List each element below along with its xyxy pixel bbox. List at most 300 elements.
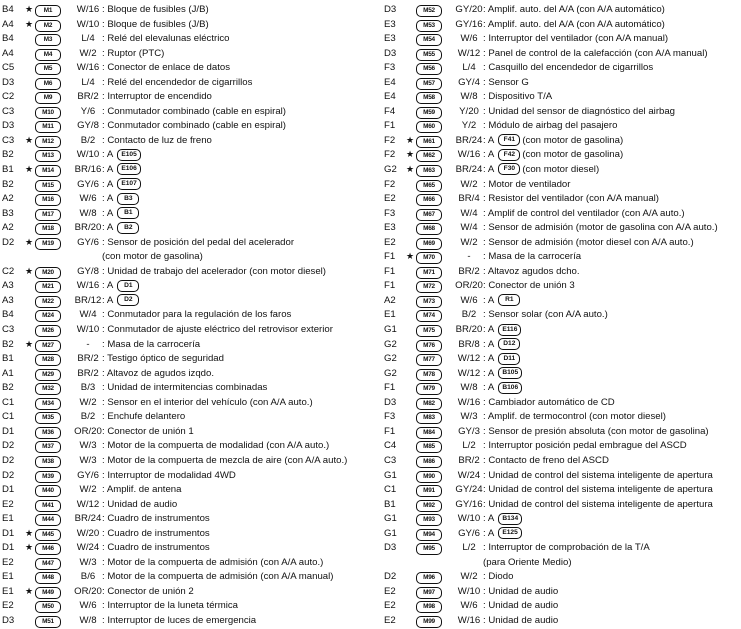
wire-spec: W/6 [460, 33, 478, 45]
wire-spec: W/12 [457, 353, 481, 365]
connector-badge: M5 [35, 63, 61, 75]
grid-reference: D2 [2, 236, 15, 248]
connector-badge: M40 [35, 485, 61, 497]
grid-reference: E1 [2, 513, 14, 525]
connector-row [2, 192, 372, 207]
grid-reference: E3 [384, 222, 396, 234]
description-text: Amplif. auto. del A/A (con A/A automático) [487, 18, 665, 30]
connector-badge: M84 [416, 427, 442, 439]
grid-reference: C2 [2, 265, 15, 277]
connector-row [384, 527, 740, 542]
connector-row [384, 367, 740, 382]
description: : A D1 [102, 279, 141, 294]
connector-badge: M48 [35, 572, 61, 584]
description: : A F30 (con motor diesel) [483, 164, 600, 176]
wire-spec: W/10 [457, 513, 481, 525]
connector-row [2, 178, 372, 193]
connector-row [2, 119, 372, 134]
grid-reference: F4 [384, 105, 396, 117]
description-text: Interruptor posición pedal embrague del ASCD [488, 440, 687, 452]
wire-spec: BR/2 [77, 367, 99, 379]
grid-reference: A2 [2, 193, 14, 205]
description-text: Dispositivo T/A [488, 91, 553, 103]
wire-spec: W/3 [79, 556, 97, 568]
connector-row [384, 265, 740, 280]
grid-reference: C5 [2, 62, 15, 74]
connector-row [2, 90, 372, 105]
description-text: Unidad de control del sistema inteligente de apertura [488, 498, 713, 510]
grid-reference: F2 [384, 134, 396, 146]
description-text: Sensor de admisión (motor diesel con A/A auto.) [488, 236, 694, 248]
description: : Conector de unión 2 [102, 585, 194, 597]
connector-badge: M98 [416, 601, 442, 613]
connector-row [384, 512, 740, 527]
grid-reference: C3 [2, 134, 15, 146]
description: : A B3 [102, 192, 141, 207]
wire-spec: BR/4 [458, 193, 480, 205]
connector-row [2, 250, 372, 265]
connector-badge: M79 [416, 383, 442, 395]
connector-badge: M9 [35, 92, 61, 104]
grid-reference: F3 [384, 411, 396, 423]
connector-row [2, 294, 372, 309]
grid-reference: F3 [384, 62, 396, 74]
connector-badge: M26 [35, 325, 61, 337]
connector-row [2, 163, 372, 178]
description: : Bloque de fusibles (J/B) [102, 4, 209, 15]
description: : A R1 [483, 294, 522, 309]
wire-spec: W/16 [76, 280, 100, 292]
description-text: Relé del encendedor de cigarrillos [107, 76, 253, 88]
description-text: Conector de unión 1 [107, 425, 194, 437]
wire-spec: W/2 [79, 47, 97, 59]
connector-row [384, 483, 740, 498]
connector-reference-badge: D2 [117, 294, 139, 306]
connector-row [384, 236, 740, 251]
description: : Amplif. auto. del A/A (con A/A automático) [483, 18, 665, 30]
connector-reference-badge: F41 [498, 134, 520, 146]
connector-row [384, 541, 740, 556]
wire-spec: W/8 [79, 614, 97, 626]
description: : Dispositivo T/A [483, 91, 553, 103]
connector-reference-badge: B2 [117, 222, 139, 234]
connector-reference-badge: B106 [498, 382, 522, 394]
wire-spec: BR/20 [455, 324, 483, 336]
wire-spec: W/10 [76, 149, 100, 161]
grid-reference: C1 [2, 396, 15, 408]
wire-spec: GY/6 [77, 236, 99, 248]
connector-badge: M91 [416, 485, 442, 497]
connector-row [2, 221, 372, 236]
grid-reference: B3 [2, 207, 14, 219]
description-text: Unidad de audio [488, 614, 559, 626]
wire-spec: W/2 [460, 236, 478, 248]
wire-spec: OR/20 [74, 425, 102, 437]
star-mark: ★ [25, 134, 34, 145]
description-text: Resistor del ventilador (con A/A manual) [488, 193, 659, 205]
description: : Sensor de presión absoluta (con motor de gasolina) [483, 425, 709, 437]
wire-spec: W/16 [76, 4, 100, 15]
grid-reference: D2 [2, 454, 15, 466]
connector-row [384, 454, 740, 469]
description-text: A [487, 367, 494, 379]
description-text: Cambiador automático de CD [488, 396, 615, 408]
wire-spec: L/4 [462, 62, 476, 74]
wire-spec: L/4 [81, 33, 95, 45]
connector-row [384, 381, 740, 396]
connector-badge: M99 [416, 616, 442, 628]
description-text: Interruptor del ventilador (con A/A manual) [488, 33, 669, 45]
star-mark: ★ [406, 251, 415, 262]
connector-row [2, 265, 372, 280]
connector-badge: M18 [35, 223, 61, 235]
description-text: A [106, 207, 113, 219]
description-text: Contacto de luz de freno [107, 134, 212, 146]
description: : Unidad del sensor de diagnóstico del airbag [483, 105, 676, 117]
description-text: Altavoz de agudos izqdo. [106, 367, 215, 379]
connector-badge: M47 [35, 558, 61, 570]
description-text: Masa de la carrocería [488, 251, 582, 263]
connector-row [384, 425, 740, 440]
connector-badge: M12 [35, 136, 61, 148]
description-text: Conector de unión 2 [107, 585, 194, 597]
connector-reference-badge: B134 [498, 513, 522, 525]
connector-badge: M75 [416, 325, 442, 337]
description-text: A [106, 193, 113, 205]
description: : Sensor de admisión (motor diesel con A/A auto.) [483, 236, 694, 248]
grid-reference: A4 [2, 47, 14, 59]
connector-badge: M62 [416, 150, 442, 162]
grid-reference: D3 [384, 47, 397, 59]
description: : Interruptor de encendido [102, 91, 212, 103]
connector-list-right [384, 3, 740, 629]
description: : A E107 [102, 178, 143, 193]
connector-badge: M56 [416, 63, 442, 75]
connector-row [384, 294, 740, 309]
wire-spec: B/3 [80, 382, 96, 394]
description: : Cambiador automático de CD [483, 396, 615, 408]
description: : Sensor de admisión (motor de gasolina con A/A auto.) [483, 222, 718, 234]
connector-reference-badge: B105 [498, 367, 522, 379]
connector-badge: M82 [416, 398, 442, 410]
connector-reference-badge: E106 [117, 163, 140, 175]
connector-row [2, 105, 372, 120]
wire-spec: GY/6 [458, 527, 480, 539]
grid-reference: F1 [384, 280, 396, 292]
description: : Conector de enlace de datos [102, 62, 231, 74]
description: : Casquillo del encendedor de cigarrillos [483, 62, 654, 74]
grid-reference: E4 [384, 76, 396, 88]
description-text: Conector de enlace de datos [107, 62, 231, 74]
grid-reference: F1 [384, 265, 396, 277]
connector-reference-badge: F30 [498, 163, 520, 175]
grid-reference: E2 [2, 600, 14, 612]
connector-row [2, 483, 372, 498]
description: : Interruptor de luces de emergencia [102, 614, 257, 626]
grid-reference: E3 [384, 33, 396, 45]
grid-reference: D3 [2, 76, 15, 88]
wire-spec: Y/20 [459, 105, 479, 117]
description: : Amplif. auto. del A/A (con A/A automático) [483, 4, 665, 15]
description-text: Relé del elevalunas eléctrico [107, 33, 230, 45]
description-text: Casquillo del encendedor de cigarrillos [488, 62, 654, 74]
wire-spec: B/2 [80, 134, 96, 146]
grid-reference: E2 [384, 585, 396, 597]
connector-badge: M52 [416, 5, 442, 17]
grid-reference: F3 [384, 207, 396, 219]
description-text: Unidad del sensor de diagnóstico del airbag [488, 105, 676, 117]
grid-reference: C1 [2, 411, 15, 423]
connector-badge: M68 [416, 223, 442, 235]
description: : Relé del encendedor de cigarrillos [102, 76, 253, 88]
connector-badge: M27 [35, 340, 61, 352]
connector-badge: M85 [416, 441, 442, 453]
wire-spec: W/3 [460, 411, 478, 423]
description: : Sensor G [483, 76, 529, 88]
grid-reference: E2 [2, 498, 14, 510]
connector-row [384, 192, 740, 207]
description: : Módulo de airbag del pasajero [483, 120, 618, 132]
wire-spec: W/10 [76, 18, 100, 30]
wire-spec: L/2 [462, 542, 476, 554]
description-text: Sensor de posición del pedal del acelerador [107, 236, 295, 248]
description: : Amplif de control del ventilador (con A/A auto.) [483, 207, 685, 219]
connector-row [384, 207, 740, 222]
connector-badge: M39 [35, 471, 61, 483]
description: : Ruptor (PTC) [102, 47, 165, 59]
connector-badge: M2 [35, 20, 61, 32]
description-text: Ruptor (PTC) [107, 47, 165, 59]
connector-reference-badge: D12 [498, 338, 520, 350]
description: : Unidad de control del sistema inteligente de apertura [483, 484, 713, 496]
wire-spec: W/12 [457, 47, 481, 59]
connector-row [2, 425, 372, 440]
connector-row [384, 61, 740, 76]
connector-badge: M76 [416, 340, 442, 352]
wire-spec: W/6 [460, 600, 478, 612]
wire-spec: W/6 [79, 193, 97, 205]
grid-reference: A3 [2, 280, 14, 292]
star-mark: ★ [406, 164, 415, 175]
connector-row [2, 61, 372, 76]
description-text: Conector de unión 3 [488, 280, 575, 292]
description [102, 250, 203, 265]
wire-spec: W/8 [460, 91, 478, 103]
description-text: (con motor de gasolina) [102, 251, 203, 263]
connector-row [384, 250, 740, 265]
description: : Unidad de audio [483, 585, 559, 597]
description: : Enchufe delantero [102, 411, 186, 423]
connector-row [384, 614, 740, 629]
description-text: A [106, 164, 113, 176]
description: : Interruptor de comprobación de la T/A [483, 542, 650, 554]
connector-row [384, 163, 740, 178]
description-text: Interruptor de encendido [107, 91, 212, 103]
grid-reference: D2 [2, 440, 15, 452]
description: : A D11 [483, 352, 522, 367]
grid-reference: E2 [384, 193, 396, 205]
connector-badge: M72 [416, 281, 442, 293]
grid-reference: E1 [2, 585, 14, 597]
description-text: A [487, 527, 494, 539]
description-text: A [487, 294, 494, 306]
connector-row [384, 119, 740, 134]
wire-spec: Y/2 [461, 120, 477, 132]
description: : Amplif. de antena [102, 484, 182, 496]
connector-row [384, 90, 740, 105]
connector-row [2, 527, 372, 542]
connector-badge: M46 [35, 543, 61, 555]
wire-spec: BR/12 [74, 294, 102, 306]
connector-row [2, 439, 372, 454]
grid-reference: C3 [2, 105, 15, 117]
connector-row [2, 454, 372, 469]
grid-reference: F2 [384, 149, 396, 161]
description-text: Conmutador combinado (cable en espiral) [107, 105, 286, 117]
connector-list-left [2, 3, 372, 629]
connector-badge: M37 [35, 441, 61, 453]
connector-row [384, 134, 740, 149]
description-text: A [487, 513, 494, 525]
connector-row [384, 323, 740, 338]
connector-badge: M21 [35, 281, 61, 293]
description: : A B105 [483, 367, 524, 382]
connector-reference-badge: E125 [498, 527, 521, 539]
grid-reference: A4 [2, 18, 14, 30]
wire-spec: W/16 [457, 149, 481, 161]
connector-badge: M51 [35, 616, 61, 628]
wire-spec: BR/8 [458, 338, 480, 350]
connector-row [2, 3, 372, 18]
wire-spec: W/4 [79, 309, 97, 321]
connector-reference-badge: D11 [498, 353, 520, 365]
connector-row [2, 148, 372, 163]
connector-row [384, 3, 740, 18]
grid-reference: E1 [384, 309, 396, 321]
description: : Motor de ventilador [483, 178, 571, 190]
grid-reference: D2 [384, 571, 397, 583]
description-text: Interruptor de luces de emergencia [107, 614, 257, 626]
connector-badge: M32 [35, 383, 61, 395]
star-mark: ★ [25, 527, 34, 538]
description: : Unidad de audio [102, 498, 178, 510]
description-text: Conmutador combinado (cable en espiral) [107, 120, 286, 132]
star-mark: ★ [25, 236, 34, 247]
grid-reference: G1 [384, 513, 397, 525]
grid-reference: B4 [2, 309, 14, 321]
connector-row [2, 279, 372, 294]
description-text: Unidad de trabajo del acelerador (con motor diesel) [107, 265, 326, 277]
connector-badge: M10 [35, 107, 61, 119]
wire-spec: BR/2 [77, 91, 99, 103]
description: : Panel de control de la calefacción (con A/A manual) [483, 47, 708, 59]
description-text: Unidad de intermitencias combinadas [107, 382, 268, 394]
connector-badge: M4 [35, 49, 61, 61]
wire-spec: B/2 [461, 309, 477, 321]
connector-row [2, 338, 372, 353]
grid-reference: D3 [2, 120, 15, 132]
wire-spec: BR/2 [458, 265, 480, 277]
grid-reference: D1 [2, 542, 15, 554]
connector-badge: M24 [35, 310, 61, 322]
connector-row [2, 498, 372, 513]
grid-reference: G2 [384, 338, 397, 350]
grid-reference: D3 [384, 542, 397, 554]
grid-reference: F1 [384, 425, 396, 437]
description-text: Sensor en el interior del vehículo (con A/A auto.) [107, 396, 313, 408]
connector-badge: M60 [416, 121, 442, 133]
grid-reference: A2 [384, 294, 396, 306]
wire-spec: GY/8 [77, 120, 99, 132]
grid-reference: A3 [2, 294, 14, 306]
connector-row [2, 556, 372, 571]
description-text: Motor de la compuerta de mezcla de aire (con A/A auto.) [107, 454, 348, 466]
connector-row [2, 134, 372, 149]
description: : Cuadro de instrumentos [102, 513, 210, 525]
connector-row [384, 338, 740, 353]
description-text: A [106, 149, 113, 161]
connector-row [384, 585, 740, 600]
wire-spec: GY/16 [455, 498, 483, 510]
connector-row [384, 556, 740, 571]
grid-reference: B2 [2, 149, 14, 161]
wire-spec: GY/20 [455, 4, 483, 15]
description-text: A [106, 222, 113, 234]
grid-reference: B2 [2, 178, 14, 190]
connector-row [2, 18, 372, 33]
connector-row [384, 47, 740, 62]
grid-reference: F1 [384, 251, 396, 263]
description-text: (para Oriente Medio) [483, 556, 572, 568]
wire-spec: GY/6 [77, 178, 99, 190]
description: : Motor de la compuerta de modalidad (con A/A auto.) [102, 440, 330, 452]
connector-badge: M28 [35, 354, 61, 366]
wire-spec: B/2 [80, 411, 96, 423]
wire-spec: W/16 [457, 614, 481, 626]
description-text: Amplif. de termocontrol (con motor diesel) [487, 411, 666, 423]
description-text: A [487, 382, 494, 394]
grid-reference: G2 [384, 353, 397, 365]
connector-badge: M36 [35, 427, 61, 439]
connector-badge: M45 [35, 529, 61, 541]
description: : A E106 [102, 163, 143, 178]
connector-row [2, 32, 372, 47]
connector-row [384, 469, 740, 484]
grid-reference: E1 [2, 571, 14, 583]
description: : Unidad de control del sistema inteligente de apertura [483, 498, 713, 510]
connector-badge: M97 [416, 587, 442, 599]
description: : Unidad de trabajo del acelerador (con motor diesel) [102, 265, 326, 277]
connector-row [2, 76, 372, 91]
description: : A E105 [102, 148, 143, 163]
description: : Altavoz de agudos izqdo. [102, 367, 215, 379]
connector-badge: M54 [416, 34, 442, 46]
connector-badge: M17 [35, 209, 61, 221]
wire-spec: W/3 [79, 454, 97, 466]
connector-badge: M20 [35, 267, 61, 279]
grid-reference: E2 [384, 236, 396, 248]
grid-reference: B1 [2, 353, 14, 365]
connector-badge: M57 [416, 78, 442, 90]
description-text: Unidad de audio [107, 498, 178, 510]
connector-row [384, 148, 740, 163]
connector-reference-badge: D1 [117, 280, 139, 292]
connector-badge: M69 [416, 238, 442, 250]
description-text: Unidad de audio [488, 585, 559, 597]
connector-badge: M11 [35, 121, 61, 133]
description-text: Sensor solar (con A/A auto.) [488, 309, 608, 321]
connector-row [2, 396, 372, 411]
